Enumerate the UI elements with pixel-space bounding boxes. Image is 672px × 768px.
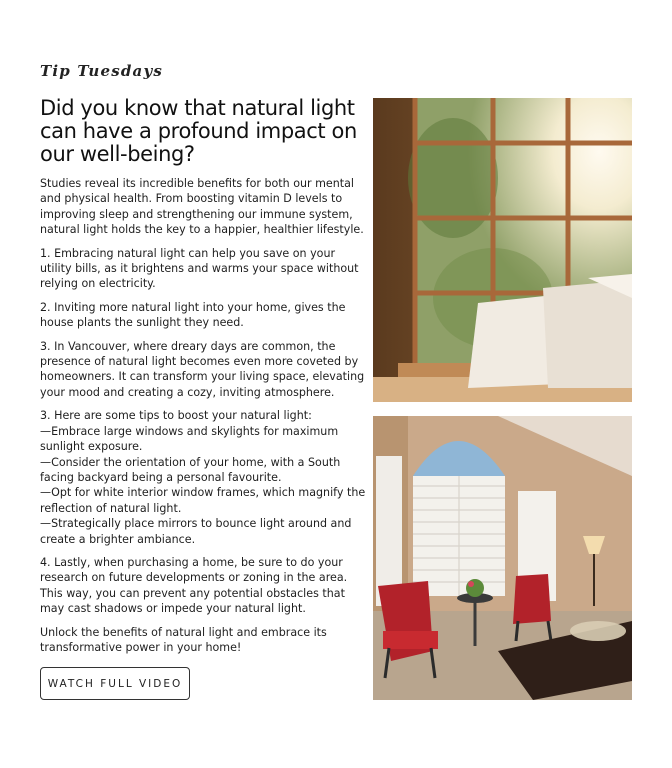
eyebrow-label: Tip Tuesdays <box>40 62 164 80</box>
point-1: 1. Embracing natural light can help you save on your utility bills, as it brightens and warms your space without relying on electricity. <box>40 246 359 291</box>
point-3: 3. In Vancouver, where dreary days are common, the presence of natural light becomes even more coveted by homeowners. It can transform your living space, elevating your mood and creating a cozy, inviting atmosphere. <box>40 339 365 399</box>
tip-item: —Consider the orientation of your home, with a South facing backyard being a personal favourite. <box>40 455 341 484</box>
tip-item: —Opt for white interior window frames, which magnify the reflection of natural light. <box>40 486 366 515</box>
tips-intro: 3. Here are some tips to boost your natural light: <box>40 409 312 423</box>
article-body <box>40 176 366 663</box>
tip-item: —Embrace large windows and skylights for maximum sunlight exposure. <box>40 424 339 454</box>
living-room-illustration <box>373 416 632 700</box>
headline: Did you know that natural light can have a profound impact on our well-being? <box>40 96 357 166</box>
point-4: 4. Lastly, when purchasing a home, be sure to do your research on future developments or zoning in the area. This way, you can prevent any potential obstacles that may cast shadows or impede your natural light. <box>40 555 348 616</box>
living-room-photo <box>373 416 632 700</box>
point-2: 2. Inviting more natural light into your home, gives the house plants the sunlight they need. <box>40 300 346 330</box>
sunlit-window-illustration <box>373 98 632 402</box>
intro-paragraph: Studies reveal its incredible benefits for both our mental and physical health. From boosting vitamin D levels to improving sleep and strengthening our immune system, natural light holds the key to a happier, healthier lifestyle. <box>40 177 364 237</box>
tips-block <box>40 408 366 547</box>
tip-item: —Strategically place mirrors to bounce light around and create a brighter ambiance. <box>40 517 352 546</box>
closing-paragraph: Unlock the benefits of natural light and embrace its transformative power in your home! <box>40 625 327 654</box>
watch-full-video-button[interactable]: WATCH FULL VIDEO <box>40 667 190 700</box>
sunlit-window-photo <box>373 98 632 402</box>
